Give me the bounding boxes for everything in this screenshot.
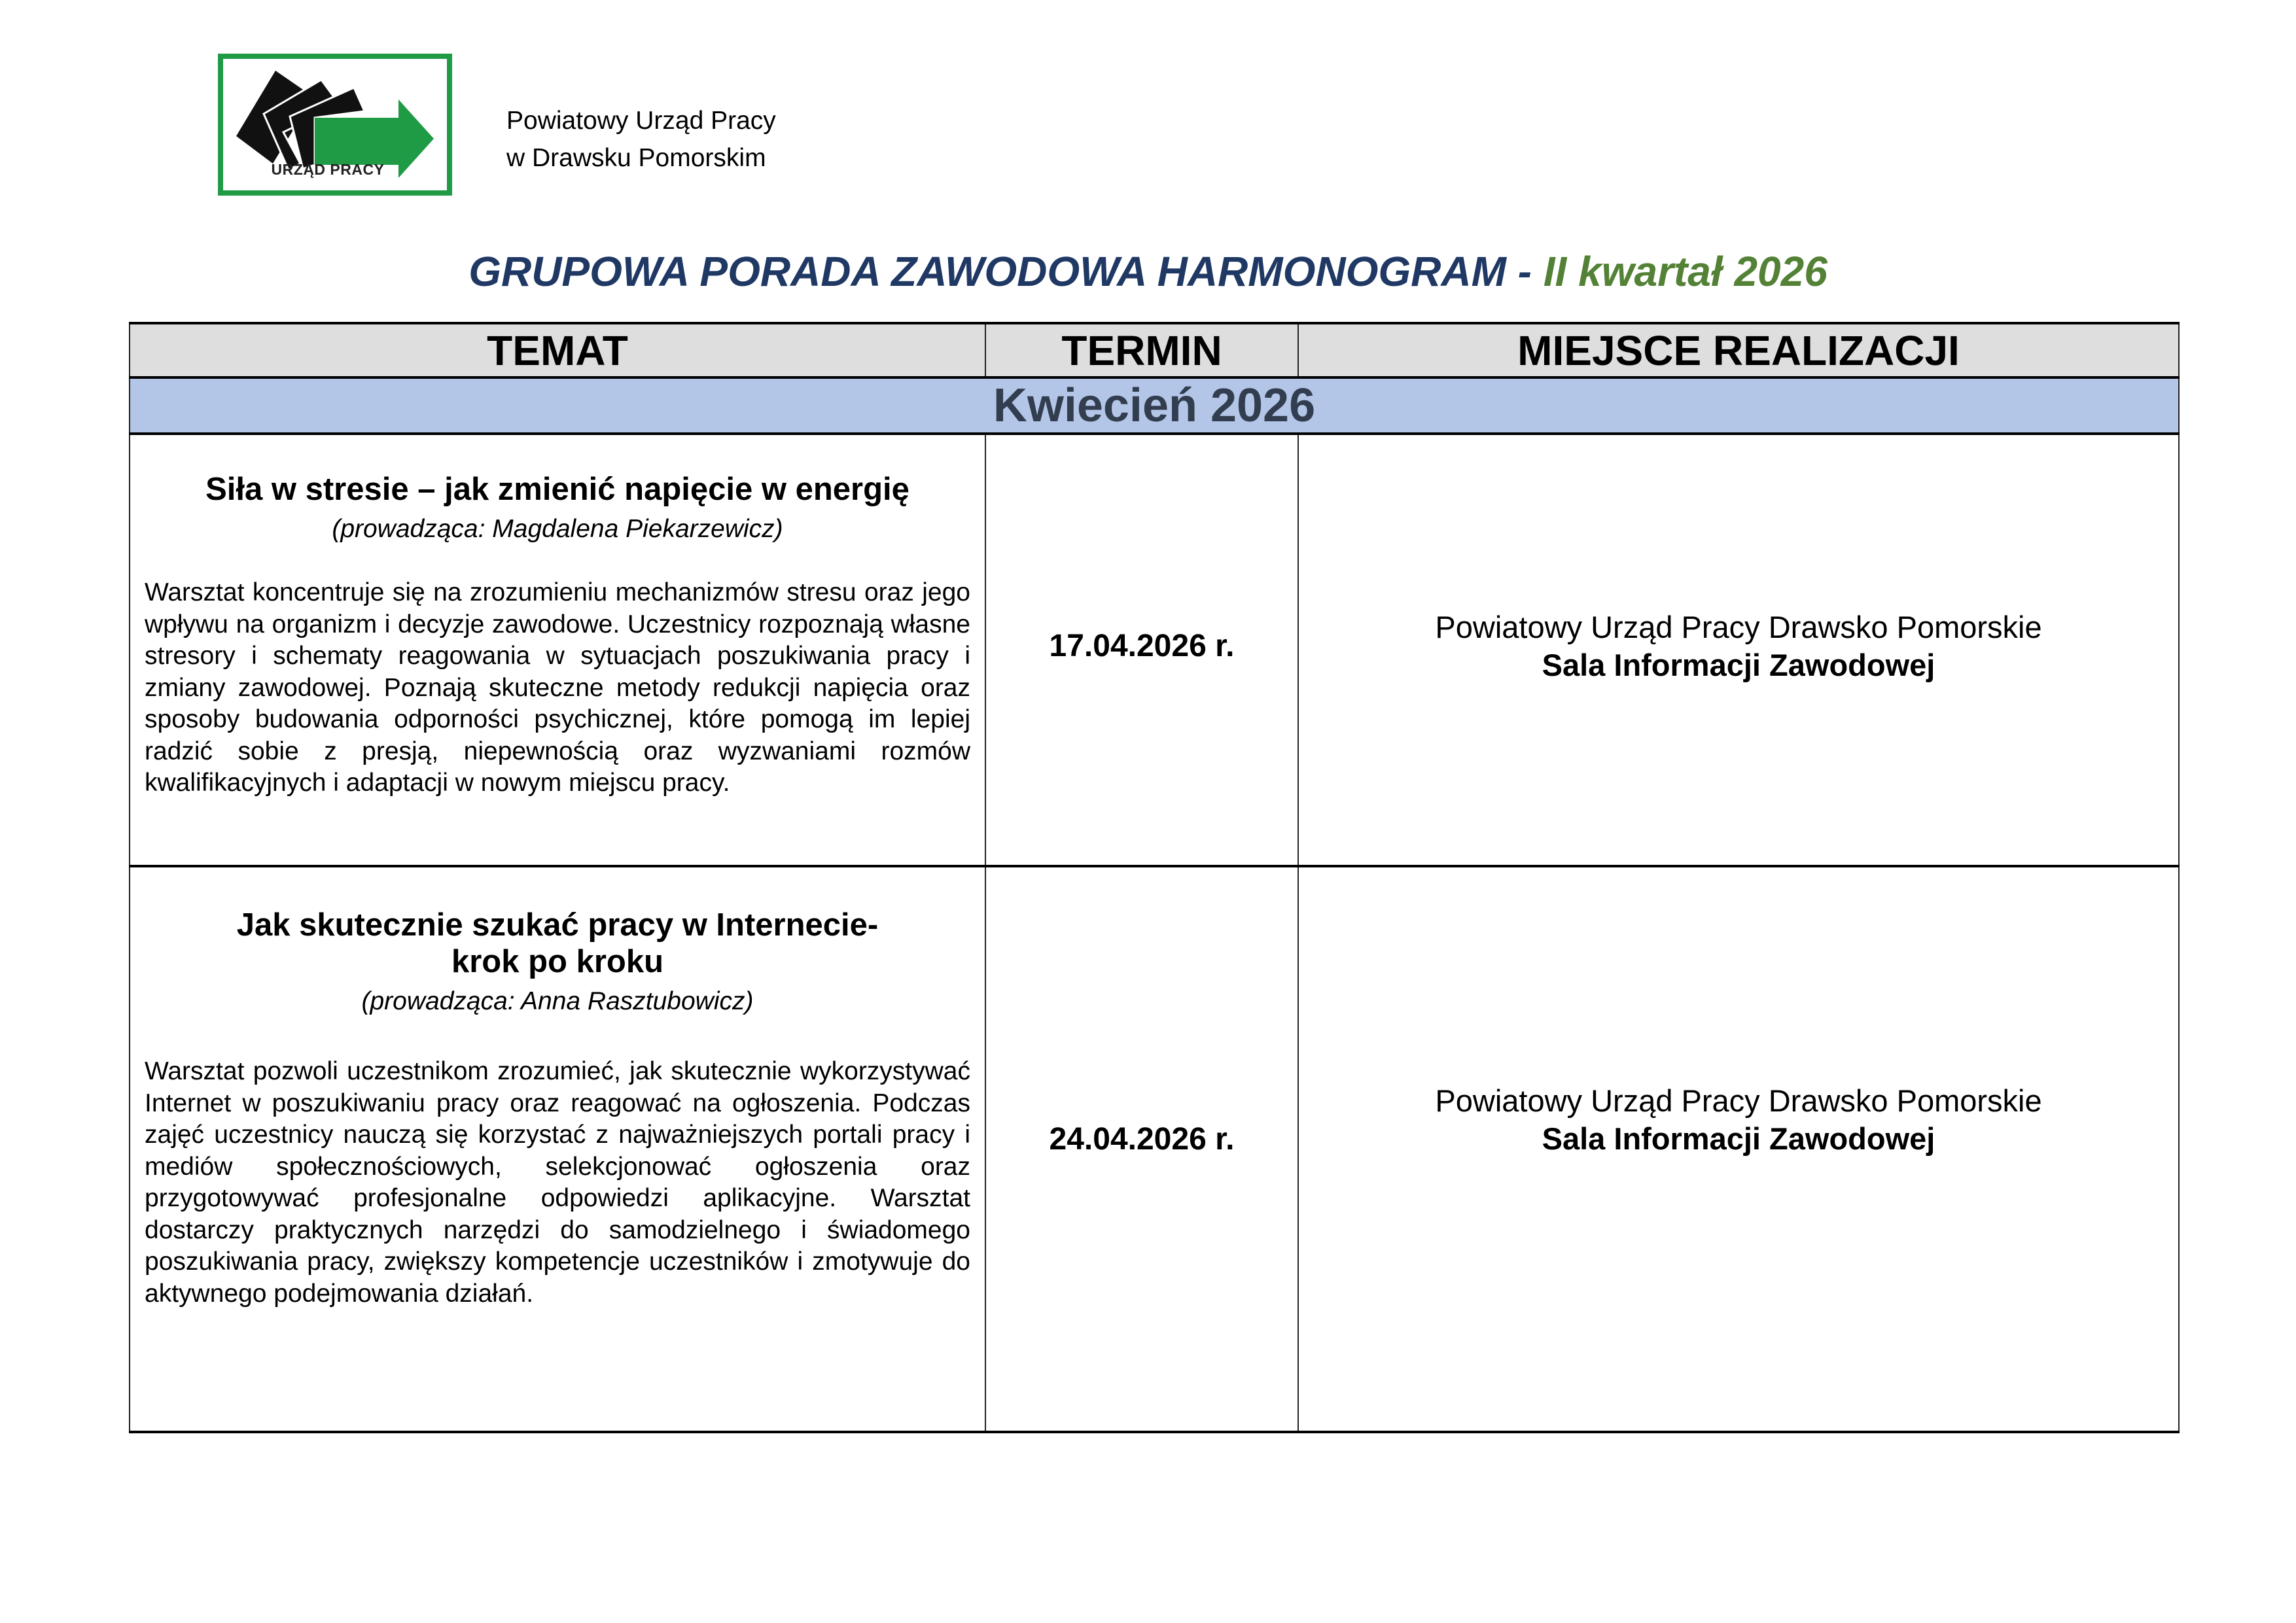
place-cell [1298, 866, 2179, 1432]
column-header-date: TERMIN [985, 323, 1298, 377]
organization-name [506, 102, 776, 177]
topic-title-line1: Jak skutecznie szukać pracy w Internecie- [236, 907, 879, 943]
logo [218, 54, 452, 196]
topic-lead: (prowadząca: Anna Rasztubowicz) [361, 987, 754, 1015]
column-header-place: MIEJSCE REALIZACJI [1298, 323, 2179, 377]
topic-title-line2: krok po kroku [451, 944, 664, 979]
place-cell [1298, 434, 2179, 866]
table-header-row [130, 323, 2179, 377]
place-room: Sala Informacji Zawodowej [1542, 647, 1935, 682]
month-row [130, 377, 2179, 434]
topic-cell [130, 866, 985, 1432]
place-name: Powiatowy Urząd Pracy Drawsko Pomorskie [1435, 1083, 2042, 1118]
topic-title: Siła w stresie – jak zmienić napięcie w energię [205, 472, 910, 507]
place-name: Powiatowy Urząd Pracy Drawsko Pomorskie [1435, 609, 2042, 644]
date-cell: 17.04.2026 r. [985, 434, 1298, 866]
document-title [0, 247, 2296, 296]
schedule-table [129, 322, 2180, 1433]
org-name-line1: Powiatowy Urząd Pracy [506, 107, 776, 135]
title-quarter: II kwartał 2026 [1543, 248, 1828, 295]
org-name-line2: w Drawsku Pomorskim [506, 144, 766, 172]
topic-description: Warsztat koncentruje się na zrozumieniu mechanizmów stresu oraz jego wpływu na organizm i decyzje zawodowe. Uczestnicy rozpoznają własne stresory i schematy reagowania w sytuacjach poszukiwania pracy i zmiany zawodowej. Poznają skuteczne metody redukcji napięcia oraz sposoby budowania odporności psychicznej, które pomogą im lepiej radzić sobie z presją, niepewnością oraz wyzwaniami rozmów kwalifikacyjnych i adaptacji w nowym miejscu pracy. [145, 578, 970, 797]
date-cell: 24.04.2026 r. [985, 866, 1298, 1432]
topic-lead: (prowadząca: Magdalena Piekarzewicz) [332, 515, 783, 543]
topic-description: Warsztat pozwoli uczestnikom zrozumieć, jak skutecznie wykorzystywać Internet w poszukiwaniu pracy oraz reagować na ogłoszenia. Podczas zajęć uczestnicy nauczą się korzystać z najważniejszych portali pracy i mediów społecznościowych, selekcjonować ogłoszenia oraz przygotowywać profesjonalne odpowiedzi aplikacyjne. Warsztat dostarczy praktycznych narzędzi do samodzielnego i świadomego poszukiwania pracy, zwiększy kompetencje uczestników i zmotywuje do aktywnego podejmowania działań. [145, 1057, 970, 1308]
table-row [130, 866, 2179, 1432]
column-header-topic: TEMAT [130, 323, 985, 377]
topic-cell [130, 434, 985, 866]
logo-text: URZĄD PRACY [271, 161, 385, 178]
month-label: Kwiecień 2026 [130, 377, 2179, 434]
title-main: GRUPOWA PORADA ZAWODOWA HARMONOGRAM - [468, 248, 1544, 295]
table-row [130, 434, 2179, 866]
place-room: Sala Informacji Zawodowej [1542, 1121, 1935, 1156]
